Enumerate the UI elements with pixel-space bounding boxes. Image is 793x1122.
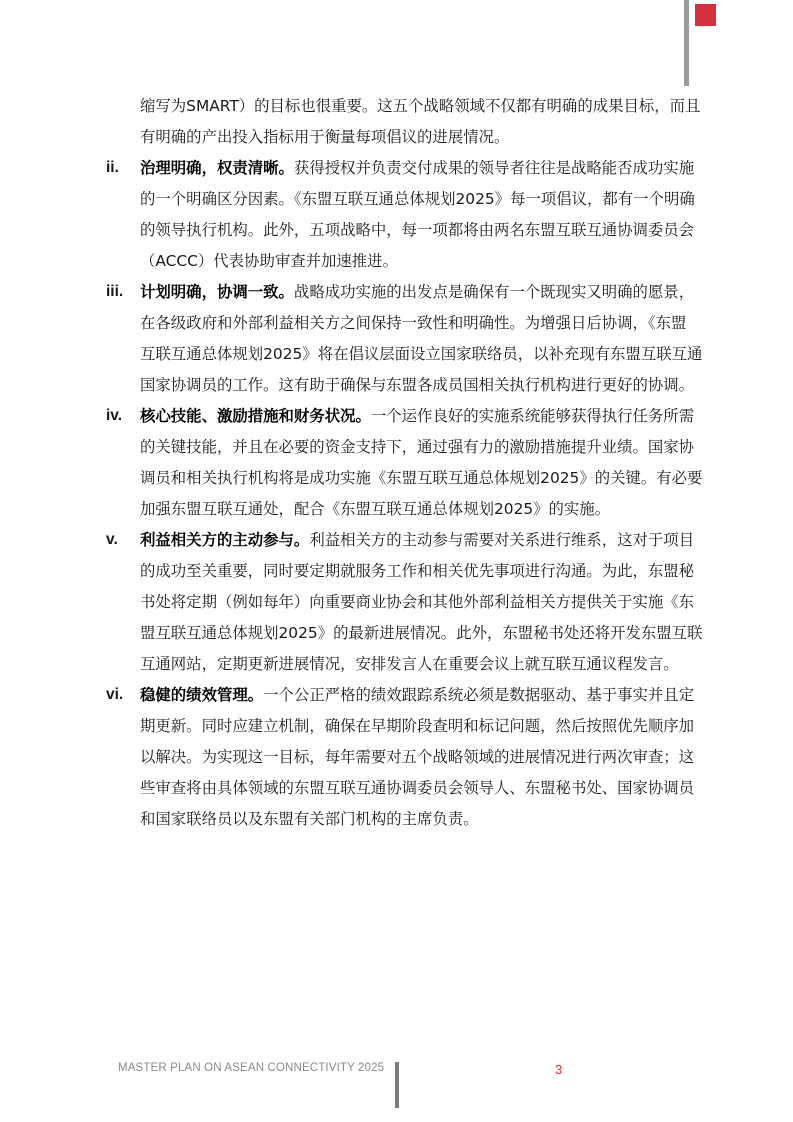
header-divider-bar <box>684 0 689 86</box>
item-line: 盟互联互通总体规划2025》的最新进展情况。此外，东盟秘书处还将开发东盟互联 <box>140 624 703 642</box>
page-number: 3 <box>555 1062 563 1077</box>
item-text: 战略成功实施的出发点是确保有一个既现实又明确的愿景， <box>293 283 695 301</box>
item-first-line <box>140 530 694 550</box>
footer-title: MASTER PLAN ON ASEAN CONNECTIVITY 2025 <box>118 1062 385 1074</box>
item-line: 书处将定期（例如每年）向重要商业协会和其他外部利益相关方提供关于实施《东 <box>140 593 695 611</box>
item-first-line <box>140 158 694 178</box>
item-line: 的领导执行机构。此外，五项战略中，每一项都将由两名东盟互联互通协调委员会 <box>140 221 695 239</box>
item-first-line <box>140 406 694 426</box>
item-line: 调员和相关执行机构将是成功实施《东盟互联互通总体规划2025》的关键。有必要 <box>140 469 703 487</box>
item-line: 互通网站，定期更新进展情况，安排发言人在重要会议上就互联互通议程发言。 <box>140 655 679 673</box>
footer-divider-bar <box>395 1062 399 1108</box>
continuation-line: 缩写为SMART）的目标也很重要。这五个战略领域不仅都有明确的成果目标，而且 <box>140 97 701 115</box>
item-line: 些审查将由具体领域的东盟互联互通协调委员会领导人、东盟秘书处、国家协调员 <box>140 779 695 797</box>
item-number: ii. <box>106 159 119 176</box>
item-line: 期更新。同时应建立机制，确保在早期阶段查明和标记问题，然后按照优先顺序加 <box>140 717 695 735</box>
item-line: 以解决。为实现这一目标，每年需要对五个战略领域的进展情况进行两次审查；这 <box>140 748 695 766</box>
item-text: 一个运作良好的实施系统能够获得执行任务所需 <box>370 407 695 425</box>
item-line: 加强东盟互联互通处，配合《东盟互联互通总体规划2025》的实施。 <box>140 500 611 518</box>
item-first-line <box>140 685 694 705</box>
item-line: 的成功至关重要，同时要定期就服务工作和相关优先事项进行沟通。为此，东盟秘 <box>140 562 695 580</box>
item-line: 的关键技能，并且在必要的资金支持下，通过强有力的激励措施提升业绩。国家协 <box>140 438 695 456</box>
item-line: 和国家联络员以及东盟有关部门机构的主席负责。 <box>140 810 479 828</box>
item-number: iv. <box>106 407 123 424</box>
item-number: vi. <box>106 686 124 703</box>
header-accent-square <box>695 4 716 26</box>
item-heading: 稳健的绩效管理。 <box>140 686 264 704</box>
item-line: 互联互通总体规划2025》将在倡议层面设立国家联络员，以补充现有东盟互联互通 <box>140 345 703 363</box>
item-heading: 利益相关方的主动参与。 <box>140 531 310 549</box>
item-heading: 计划明确，协调一致。 <box>140 283 294 301</box>
item-number: iii. <box>106 283 124 300</box>
item-text: 利益相关方的主动参与需要对关系进行维系，这对于项目 <box>309 531 695 549</box>
item-line: （ACCC）代表协助审查并加速推进。 <box>140 252 398 270</box>
item-line: 的一个明确区分因素。《东盟互联互通总体规划2025》每一项倡议，都有一个明确 <box>140 190 695 208</box>
continuation-line: 有明确的产出投入指标用于衡量每项倡议的进展情况。 <box>140 128 510 146</box>
item-line: 在各级政府和外部利益相关方之间保持一致性和明确性。为增强日后协调，《东盟 <box>140 314 687 332</box>
item-text: 一个公正严格的绩效跟踪系统必须是数据驱动、基于事实并且定 <box>263 686 695 704</box>
item-first-line <box>140 282 694 302</box>
item-line: 国家协调员的工作。这有助于确保与东盟各成员国相关执行机构进行更好的协调。 <box>140 376 695 394</box>
item-heading: 核心技能、激励措施和财务状况。 <box>140 407 371 425</box>
item-number: v. <box>106 531 118 548</box>
item-heading: 治理明确，权责清晰。 <box>140 159 294 177</box>
item-text: 获得授权并负责交付成果的领导者往往是战略能否成功实施 <box>293 159 695 177</box>
